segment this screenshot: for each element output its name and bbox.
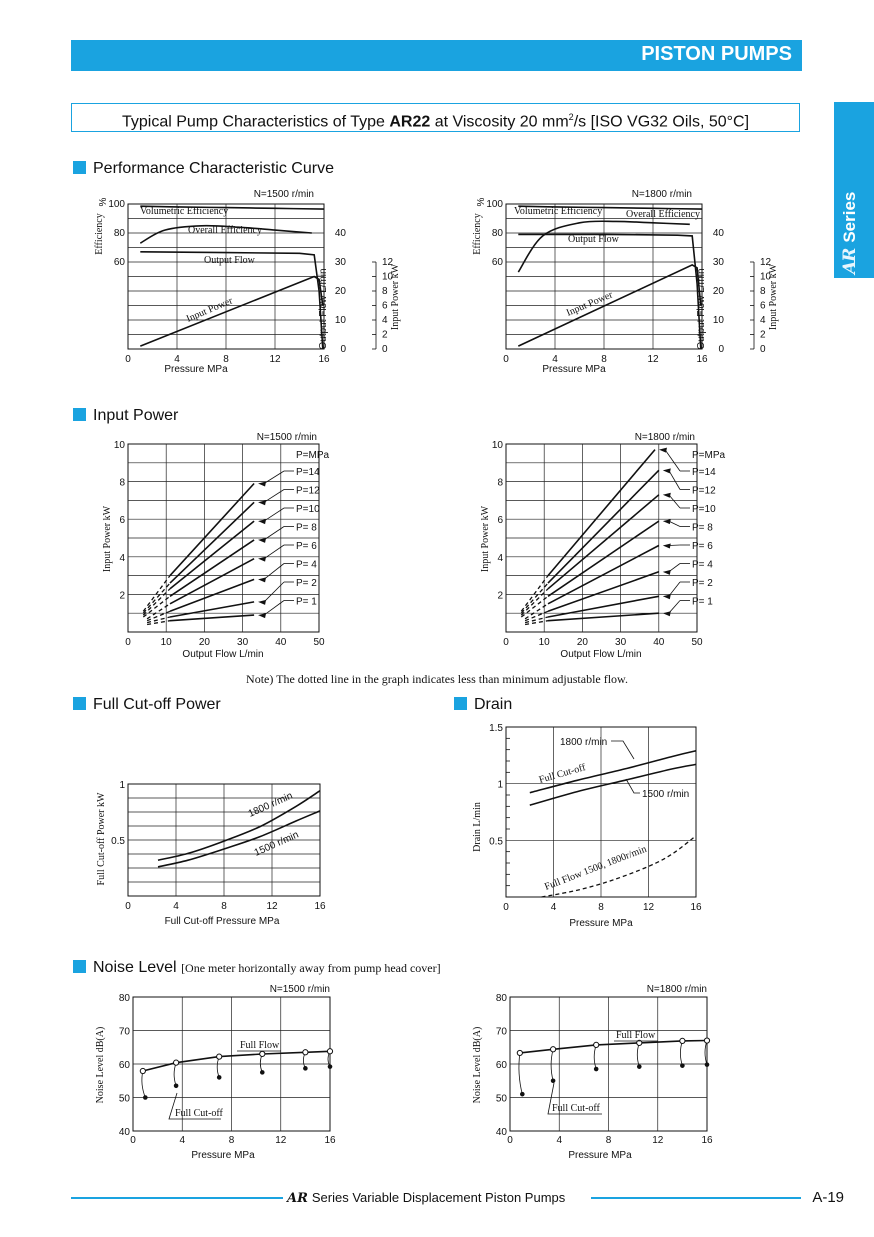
- noise1800-cutoff-point: [594, 1067, 599, 1072]
- noise1500-fullflow-point: [140, 1068, 145, 1073]
- noise1500-xtick: 8: [228, 1135, 235, 1146]
- ip1800-xtick: 30: [615, 637, 627, 648]
- noise1500-drop-line: [217, 1057, 219, 1078]
- noise1800-xtick: 16: [701, 1135, 713, 1146]
- noise1500-cutoff-point: [260, 1070, 265, 1075]
- noise1800-drop-line: [637, 1043, 639, 1067]
- ip1800-legend-8: P= 8: [692, 522, 713, 534]
- section-noise-label: Noise Level: [93, 959, 177, 976]
- noise1800-cutoff-point: [520, 1092, 525, 1097]
- ip1500-legend-6: P= 6: [296, 541, 317, 552]
- ip1800-pointer-12: [669, 470, 680, 489]
- ip1500-xtick: 40: [275, 637, 287, 648]
- noise1500-cutoff-point: [174, 1083, 179, 1088]
- cutoff-ytick: 1: [119, 780, 125, 791]
- noise1800-label-fullflow: Full Flow: [616, 1030, 656, 1041]
- ip1800-pointer-14: [665, 450, 680, 471]
- perf1800-xtick: 4: [552, 354, 558, 365]
- ip1500-arrow-12: [258, 500, 266, 505]
- perf1500-flow-tick: 10: [334, 315, 346, 326]
- noise1800-label-cutoff: Full Cut-off: [552, 1103, 600, 1114]
- noise1800-cutoff-point: [680, 1063, 685, 1068]
- ip1500-ylabel: Input Power kW: [102, 505, 113, 573]
- ip1800-legend-2: P= 2: [692, 578, 713, 589]
- perf1500-ytick: 60: [113, 257, 125, 268]
- footer-text: Series Variable Displacement Piston Pumps: [311, 1190, 566, 1205]
- ip1500-ytick: 8: [119, 477, 125, 489]
- ip1500-line-1: [170, 615, 254, 621]
- ip1800-xtick: 50: [691, 637, 703, 648]
- drain-label-1500: 1500 r/min: [642, 789, 690, 800]
- noise1800-fullflow-point: [680, 1038, 685, 1043]
- ip1800-pointer-1: [669, 601, 680, 614]
- ip1800-xtick: 40: [653, 637, 665, 648]
- ip1500-legend-head: P=MPa: [296, 450, 330, 461]
- drain-xtick: 16: [690, 902, 702, 913]
- perf1500-ylabel-power: Input Power kW: [390, 263, 401, 331]
- ip1500-legend-4: P= 4: [296, 559, 317, 571]
- drain-label-1800: 1800 r/min: [560, 737, 608, 748]
- page-title: PISTON PUMPS: [641, 43, 792, 65]
- ip1800-arrow-4: [663, 570, 671, 575]
- ip1500-line-2: [170, 602, 254, 617]
- perf1800-power-tick: 4: [760, 315, 766, 326]
- ip1800-pointer-8: [669, 521, 680, 526]
- noise1800-fullflow-point: [550, 1047, 555, 1052]
- noise1500-fullflow-point: [173, 1060, 178, 1065]
- ip1800-line-12: [548, 470, 659, 583]
- perf1500-ylabel-flow: Output Flow L/min: [318, 268, 329, 350]
- noise1800-fullflow-line: [520, 1041, 707, 1053]
- perf1500-power-tick: 12: [382, 257, 394, 268]
- ip1800-legend-10: P=10: [692, 504, 716, 515]
- ip1800-dashed-4: [525, 611, 548, 620]
- perf1500-label-overall: Overall Efficiency: [188, 225, 262, 236]
- section-noise-note: [One meter horizontally away from pump head cover]: [181, 961, 441, 975]
- cutoff-xlabel: Full Cut-off Pressure MPa: [164, 916, 280, 927]
- ip1800-speed-label: N=1800 r/min: [634, 432, 695, 443]
- ip1800-xtick: 10: [538, 637, 550, 648]
- noise1500-cutoff-point: [303, 1066, 308, 1071]
- ip1800-ytick: 6: [497, 515, 503, 527]
- series-tab-label: Series: [840, 191, 859, 243]
- page-number: A-19: [812, 1189, 844, 1206]
- noise1500-xtick: 12: [275, 1135, 287, 1146]
- ip1500-arrow-1: [258, 613, 266, 618]
- drain-xtick: 4: [550, 902, 557, 913]
- noise1500-ytick: 60: [118, 1060, 130, 1071]
- perf1800-xlabel: Pressure MPa: [542, 364, 606, 375]
- section-drain-label: Drain: [474, 696, 513, 713]
- noise1500-ytick: 40: [118, 1127, 130, 1138]
- drain-xlabel: Pressure MPa: [569, 918, 633, 929]
- ip1500-line-4: [170, 579, 254, 611]
- ip1800-arrow-6: [663, 544, 671, 549]
- perf1500-label-flow: Output Flow: [204, 255, 255, 266]
- perf1500-label-power: Input Power: [184, 295, 235, 325]
- ip1800-xtick: 20: [576, 637, 588, 648]
- noise1500-ytick: 50: [118, 1093, 130, 1105]
- drain-xtick: 0: [503, 902, 509, 913]
- noise1500-xtick: 4: [179, 1135, 186, 1146]
- noise1500-speed-label: N=1500 r/min: [269, 984, 330, 995]
- noise1500-cutoff-point: [143, 1095, 148, 1100]
- ip1500-line-12: [170, 502, 254, 583]
- ip1500-dashed-4: [147, 611, 170, 620]
- perf1800-power-tick: 0: [760, 344, 766, 355]
- perf1800-speed-label: N=1800 r/min: [631, 189, 692, 200]
- noise1800-ytick: 70: [495, 1026, 507, 1038]
- perf1800-ylabel-power: Input Power kW: [768, 263, 779, 331]
- ip1500-legend-1: P= 1: [296, 596, 317, 608]
- subtitle-mid: at Viscosity 20 mm: [430, 113, 569, 131]
- noise1800-cutoff-point: [705, 1062, 710, 1067]
- noise1500-label-cutoff: Full Cut-off: [175, 1108, 223, 1119]
- noise1500-label-fullflow: Full Flow: [240, 1040, 280, 1051]
- noise1800-ylabel: Noise Level dB(A): [472, 1026, 483, 1104]
- ip1500-legend-14: P=14: [296, 467, 320, 478]
- noise1800-ytick: 40: [495, 1127, 507, 1138]
- subtitle-post: /s [ISO VG32 Oils, 50°C]: [573, 113, 750, 131]
- cutoff-label-1800: 1800 r/min: [246, 790, 295, 820]
- ip1800-ytick: 2: [497, 590, 503, 602]
- perf1500-xtick: 16: [318, 354, 330, 365]
- ip1800-line-8: [548, 521, 659, 596]
- ip1500-arrow-10: [258, 519, 266, 524]
- noise1800-xlabel: Pressure MPa: [568, 1150, 632, 1161]
- cutoff-xtick: 16: [314, 901, 326, 912]
- ip1500-arrow-4: [258, 577, 266, 582]
- perf1500-flow-tick: 0: [340, 344, 346, 355]
- noise1800-drop-line: [551, 1049, 553, 1081]
- perf1500-power-tick: 6: [382, 300, 388, 312]
- perf1800-power-tick: 6: [760, 300, 766, 312]
- noise1500-xlabel: Pressure MPa: [191, 1150, 255, 1161]
- noise1800-drop-line: [594, 1045, 596, 1069]
- ip1800-pointer-10: [669, 495, 680, 508]
- noise1500-fullflow-point: [303, 1050, 308, 1055]
- drain-ytick: 1.5: [489, 723, 503, 734]
- perf1500-flow-tick: 20: [334, 286, 346, 297]
- ip1800-ytick: 10: [491, 440, 503, 451]
- noise1800-xtick: 12: [652, 1135, 664, 1146]
- perf1800-power-tick: 8: [760, 286, 766, 297]
- cutoff-ytick: 0.5: [111, 836, 125, 847]
- ip1800-ytick: 4: [497, 552, 503, 564]
- perf1800-ylabel-unit: %: [476, 197, 487, 207]
- ip1800-legend-12: P=12: [692, 485, 716, 497]
- perf1800-flow-tick: 20: [712, 286, 724, 297]
- perf1500-xtick: 8: [223, 354, 229, 365]
- perf1800-power-tick: 12: [760, 257, 772, 268]
- noise1800-speed-label: N=1800 r/min: [646, 984, 707, 995]
- perf1800-xtick: 12: [647, 354, 659, 365]
- ip1500-arrow-6: [258, 557, 266, 562]
- subtitle-pre: Typical Pump Characteristics of Type: [121, 113, 390, 131]
- perf1500-xtick: 4: [174, 354, 180, 365]
- perf1500-ylabel-eff: Efficiency: [94, 213, 105, 255]
- ip1800-legend-1: P= 1: [692, 596, 713, 608]
- noise1800-ytick: 60: [495, 1060, 507, 1071]
- noise1500-cutoff-point: [217, 1075, 222, 1080]
- perf1500-power-tick: 2: [382, 329, 388, 341]
- perf1800-label-flow: Output Flow: [568, 234, 619, 245]
- perf1800-power-tick: 10: [760, 271, 772, 283]
- drain-xtick: 12: [642, 902, 655, 913]
- ip1800-arrow-12: [663, 468, 671, 473]
- perf1800-ytick: 100: [486, 199, 503, 210]
- noise1500-xtick: 16: [324, 1135, 336, 1146]
- drain-ylabel: Drain L/min: [472, 802, 483, 852]
- noise1500-drop-line: [142, 1071, 145, 1098]
- ip1800-legend-14: P=14: [692, 467, 716, 478]
- noise1500-ytick: 70: [118, 1026, 130, 1038]
- ip1500-ytick: 2: [119, 590, 125, 602]
- perf1800-ylabel-flow: Output Flow L/min: [696, 268, 707, 350]
- cutoff-xtick: 12: [266, 901, 278, 912]
- drain-leader-1800: [611, 741, 634, 759]
- ip1800-line-4: [548, 572, 659, 612]
- ip1800-ylabel: Input Power kW: [480, 505, 491, 573]
- ip1500-legend-2: P= 2: [296, 578, 317, 589]
- noise1800-ytick: 80: [495, 993, 507, 1004]
- drain-leader-1500: [626, 779, 640, 793]
- footer-rule-right: [591, 1197, 801, 1199]
- perf1500-label-volumetric: Volumetric Efficiency: [140, 206, 229, 217]
- cutoff-curve-1800: [158, 791, 320, 861]
- drain-label-cutoff: Full Cut-off: [537, 762, 587, 786]
- section-input-power-label: Input Power: [93, 407, 179, 424]
- noise1800-cutoff-point: [551, 1078, 556, 1083]
- perf1800-label-volumetric: Volumetric Efficiency: [514, 206, 603, 217]
- note-text: Note) The dotted line in the graph indicates less than minimum adjustable flow.: [246, 672, 628, 686]
- noise1800-drop-line: [519, 1053, 522, 1094]
- perf1800-label-overall: Overall Efficiency: [626, 209, 700, 220]
- footer-caption: [287, 1190, 565, 1206]
- ip1500-legend-8: P= 8: [296, 522, 317, 534]
- footer-rule-left: [71, 1197, 283, 1199]
- ip1500-arrow-8: [258, 538, 266, 543]
- ip1500-xlabel: Output Flow L/min: [182, 649, 264, 660]
- drain-ytick: 0.5: [489, 836, 503, 848]
- noise1500-fullflow-line: [143, 1051, 330, 1071]
- noise1800-drop-line: [680, 1041, 682, 1066]
- ip1500-line-10: [170, 521, 254, 589]
- perf1800-flow-tick: 40: [712, 228, 724, 239]
- drain-curve-fullflow: [542, 836, 696, 897]
- perf1800-power-tick: 2: [760, 329, 766, 341]
- ip1500-ytick: 6: [119, 515, 125, 527]
- ip1800-legend-4: P= 4: [692, 559, 713, 571]
- ip1500-arrow-14: [258, 481, 266, 486]
- perf1800-xtick: 16: [696, 354, 708, 365]
- cutoff-xtick: 0: [125, 901, 131, 912]
- perf1500-ytick: 100: [108, 199, 125, 210]
- noise1800-fullflow-point: [517, 1050, 522, 1055]
- subtitle-model: AR22: [389, 113, 431, 131]
- noise1500-fullflow-point: [217, 1054, 222, 1059]
- ip1500-line-6: [170, 559, 254, 604]
- perf1500-ytick: 80: [113, 228, 125, 239]
- ip1500-legend-12: P=12: [296, 485, 320, 497]
- noise1800-xtick: 4: [556, 1135, 563, 1146]
- drain-label-fullflow: Full Flow 1500, 1800r/min: [543, 843, 649, 893]
- perf1500-input-power-curve: [140, 277, 322, 347]
- ip1500-legend-10: P=10: [296, 504, 320, 515]
- cutoff-ylabel: Full Cut-off Power kW: [96, 792, 107, 886]
- perf1500-flow-tick: 30: [334, 257, 346, 268]
- perf1800-flow-tick: 0: [718, 344, 724, 355]
- perf1800-flow-tick: 30: [712, 257, 724, 268]
- ip1500-line-8: [170, 540, 254, 596]
- perf1800-xtick: 0: [503, 354, 509, 365]
- noise1500-ytick: 80: [118, 993, 130, 1004]
- ip1800-pointer-4: [669, 564, 680, 572]
- perf1500-power-tick: 10: [382, 271, 394, 283]
- ip1800-legend-head: P=MPa: [692, 450, 726, 461]
- cutoff-xtick: 4: [173, 901, 179, 912]
- series-logo: AR: [840, 248, 860, 274]
- ip1800-xtick: 0: [503, 637, 509, 648]
- ip1800-xlabel: Output Flow L/min: [560, 649, 642, 660]
- noise1800-xtick: 0: [507, 1135, 513, 1146]
- section-cutoff-label: Full Cut-off Power: [93, 696, 221, 713]
- perf1800-ytick: 60: [491, 257, 503, 268]
- perf1500-ylabel-unit: %: [98, 197, 109, 207]
- perf1500-speed-label: N=1500 r/min: [253, 189, 314, 200]
- section-performance-label: Performance Characteristic Curve: [93, 160, 334, 177]
- perf1800-xtick: 8: [601, 354, 607, 365]
- drain-ytick: 1: [497, 779, 503, 791]
- perf1800-flow-tick: 10: [712, 315, 724, 326]
- perf1800-ylabel-eff: Efficiency: [472, 213, 483, 255]
- ip1500-xtick: 10: [160, 637, 172, 648]
- footer-logo: AR: [287, 1191, 308, 1206]
- perf1500-xtick: 12: [269, 354, 281, 365]
- ip1800-ytick: 8: [497, 477, 503, 489]
- ip1500-line-14: [170, 484, 254, 576]
- perf1500-power-tick: 0: [382, 344, 388, 355]
- noise1800-xtick: 8: [605, 1135, 612, 1146]
- noise1500-drop-line: [174, 1063, 176, 1086]
- perf1800-ytick: 80: [491, 228, 503, 239]
- perf1500-power-tick: 8: [382, 286, 388, 297]
- perf1800-label-power: Input Power: [564, 289, 615, 319]
- ip1500-ytick: 10: [113, 440, 125, 451]
- noise1500-ylabel: Noise Level dB(A): [95, 1026, 106, 1104]
- ip1500-ytick: 4: [119, 552, 125, 564]
- perf1500-flow-tick: 40: [334, 228, 346, 239]
- noise1500-xtick: 0: [130, 1135, 136, 1146]
- ip1500-speed-label: N=1500 r/min: [256, 432, 317, 443]
- ip1800-legend-6: P= 6: [692, 541, 713, 552]
- perf1500-power-tick: 4: [382, 315, 388, 326]
- noise1800-ytick: 50: [495, 1093, 507, 1105]
- perf1500-xtick: 0: [125, 354, 131, 365]
- ip1800-pointer-6: [669, 545, 680, 546]
- ip1500-xtick: 0: [125, 637, 131, 648]
- noise1500-fullflow-point: [260, 1051, 265, 1056]
- perf1500-xlabel: Pressure MPa: [164, 364, 228, 375]
- ip1500-xtick: 50: [313, 637, 325, 648]
- noise1800-fullflow-point: [594, 1042, 599, 1047]
- noise1500-fullflow-point: [327, 1049, 332, 1054]
- subtitle-sup: 2: [568, 112, 574, 122]
- ip1500-xtick: 20: [198, 637, 210, 648]
- noise1800-fullflow-point: [704, 1038, 709, 1043]
- drain-xtick: 8: [598, 902, 604, 913]
- ip1500-xtick: 30: [237, 637, 249, 648]
- cutoff-xtick: 8: [221, 901, 227, 912]
- noise1500-cutoff-point: [328, 1064, 333, 1069]
- cutoff-label-1500: 1500 r/min: [252, 829, 301, 859]
- noise1800-cutoff-point: [637, 1064, 642, 1069]
